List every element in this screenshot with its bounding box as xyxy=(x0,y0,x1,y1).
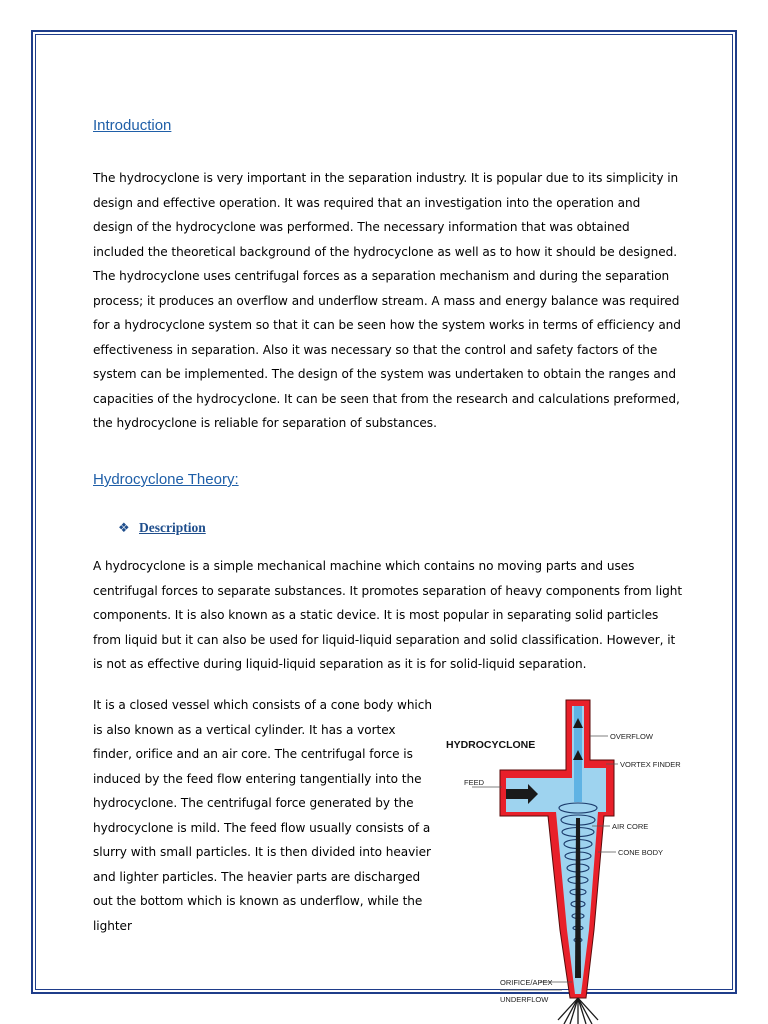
theory-heading: Hydrocyclone Theory: xyxy=(93,471,239,488)
label-vortex-finder: VORTEX FINDER xyxy=(620,760,681,769)
description-paragraph-1: A hydrocyclone is a simple mechanical machine which contains no moving parts and uses centrifugal forces to separate substances. It promotes separation of heavy components from light components. It is also known as a static device. It is most popular in separating solid particles from liquid but it can also be used for liquid-liquid separation and solid classification. However, it is not as effective during liquid-liquid separation as it is for solid-liquid separation. xyxy=(93,559,683,671)
label-orifice-apex: ORIFICE/APEX xyxy=(500,978,553,987)
label-overflow: OVERFLOW xyxy=(610,732,653,741)
hydrocyclone-figure xyxy=(440,698,730,1024)
introduction-heading: Introduction xyxy=(93,117,172,134)
hydrocyclone-diagram xyxy=(440,698,730,1024)
diamond-bullet-icon: ❖ xyxy=(118,521,130,536)
description-subheading: Description xyxy=(139,520,206,535)
label-air-core: AIR CORE xyxy=(612,822,649,831)
underflow-spray xyxy=(558,998,598,1024)
description-paragraph-2: It is a closed vessel which consists of a cone body which is also known as a vertical cylinder. It has a vortex finder, orifice and an air core. The centrifugal force is induced by the feed flow entering tangentially into the hydrocyclone. The centrifugal force generated by the hydrocyclone is mild. The feed flow usually consists of a slurry with small particles. It is then divided into heavier and lighter particles. The heavier parts are discharged out the bottom which is known as underflow, while the lighter xyxy=(93,698,432,933)
label-cone-body: CONE BODY xyxy=(618,848,664,857)
air-core xyxy=(575,818,581,978)
figure-title: HYDROCYCLONE xyxy=(446,739,536,751)
label-feed: FEED xyxy=(464,778,485,787)
introduction-paragraph: The hydrocyclone is very important in the separation industry. It is popular due to its simplicity in design and effective operation. It was required that an investigation into the operation and design of the hydrocyclone was performed. The necessary information that was obtained included the theoretical background of the hydrocyclone as well as to how it should be designed. The hydrocyclone uses centrifugal forces as a separation mechanism and during the separation process; it produces an overflow and underflow stream. A mass and energy balance was required for a hydrocyclone system so that it can be seen how the system works in terms of efficiency and effectiveness in separation. Also it was necessary so that the control and safety factors of the system can be implemented. The design of the system was undertaken to obtain the ranges and capacities of the hydrocyclone. It can be seen that from the research and calculations preformed, the hydrocyclone is reliable for separation of substances. xyxy=(93,171,681,430)
label-underflow: UNDERFLOW xyxy=(500,995,549,1004)
